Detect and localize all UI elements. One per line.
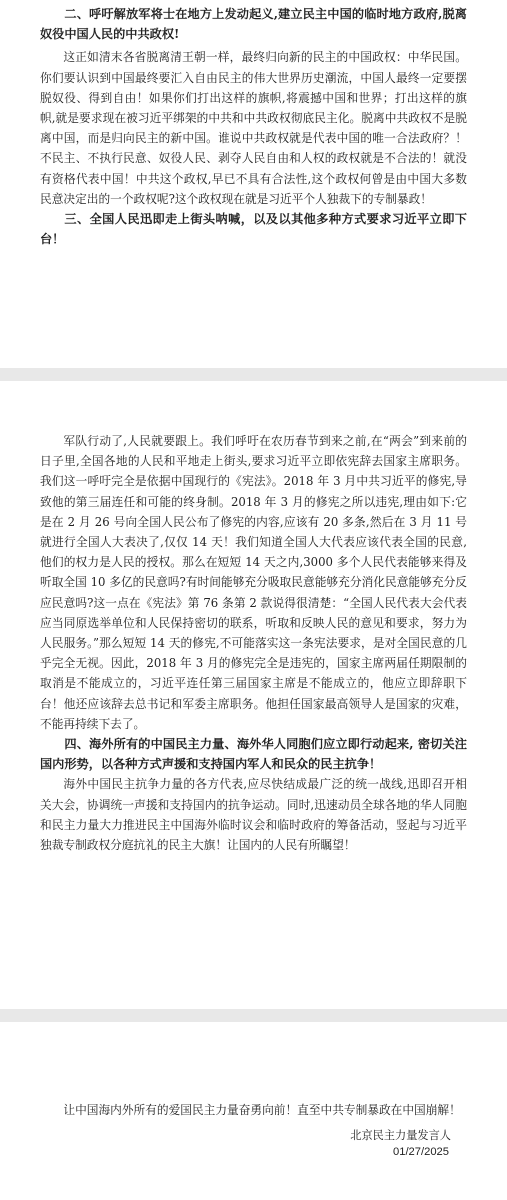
paragraph-secession: 这正如清末各省脱离清王朝一样，最终归向新的民主的中国政权：中华民国。你们要认识到中国最终要汇入自由民主的伟大世界历史潮流，中国人最终一定要摆脱奴役、得到自由！如果你们打出这样的旗帜,将震撼中国和世界；打出这样的旗帜,就是要求现在被习近平绑架的中共和中共政权彻底民主化。脱离中共政权不是脱离中国，而是归向民主的新中国。谁说中共政权就是代表中国的唯一合法政府？！不民主、不执行民意、奴役人民、剥夺人民自由和人权的政权就是不合法的！就没有资格代表中国！中共这个政权,早已不具有合法性,这个政权何曾是由中国大多数民意决定出的一个政权呢?这个政权现在就是习近平个人独裁下的专制暴政！	[40, 50, 467, 206]
date: 01/27/2025	[393, 1146, 449, 1159]
paragraph-constitution: 军队行动了,人民就要跟上。我们呼吁在农历春节到来之前,在“两会”到来前的日子里,全国各地的人民和平地走上街头,要求习近平立即依宪辞去国家主席职务。我们这一呼吁完全是依据中国现行的《宪法》。2018 年 3 月中共习近平的修宪,导致他的第三届连任和可能的终身制。2018 年 3 月的修宪之所以违宪,理由如下:它是在 2 月 26 号向全国人民公布了修宪的内容,应该有 20 多条,然后在 3 月 11 号就进行全国人大表决了,仅仅 14 天！我们知道全国人大代表应该代表全国的民意,他们的权力是人民的授权。那么在短短 14 天之内,3000 多个人民代表能够来得及听取全国 10 多亿的民意吗?有时间能够充分吸取民意能够充分消化民意能够充分反应民意吗?这一点在《宪法》第 76 条第 2 款说得很清楚：“全国人民代表大会代表应当同原选举单位和人民保持密切的联系，听取和反映人民的意见和要求，努力为人民服务。”那么短短 14 天的修宪,不可能落实这一条宪法要求，是对全国民意的几乎完全无视。因此，2018 年 3 月的修宪完全是违宪的，国家主席两届任期限制的取消是不能成立的，习近平连任第三届国家主席是不能成立的，他应立即辞职下台！他还应该辞去总书记和军委主席职务。他担任国家最高领导人是国家的灾难，不能再持续下去了。	[40, 434, 467, 731]
document-page-2	[0, 381, 507, 1009]
section-heading-3: 三、全国人民迅即走上街头呐喊，以及以其他多种方式要求习近平立即下台！	[40, 212, 467, 247]
closing-paragraph: 让中国海内外所有的爱国民主力量奋勇向前！直至中共专制暴政在中国崩解！	[63, 1103, 461, 1117]
signature: 北京民主力量发言人	[350, 1129, 451, 1143]
paragraph-overseas: 海外中国民主抗争力量的各方代表,应尽快结成最广泛的统一战线,迅即召开相关大会，协调统一声援和支持国内的抗争运动。同时,迅速动员全球各地的华人同胞和民主力量大力推进民主中国海外临时议会和临时政府的筹备活动，竖起与习近平独裁专制政权分庭抗礼的民主大旗！让国内的人民有所瞩望！	[40, 777, 467, 853]
document-page-1	[0, 0, 507, 368]
document-page-3	[0, 1022, 507, 1200]
section-heading-2: 二、呼吁解放军将士在地方上发动起义,建立民主中国的临时地方政府,脱离奴役中国人民的中共政权!	[40, 7, 467, 42]
section-heading-4: 四、海外所有的中国民主力量、海外华人同胞们应立即行动起来, 密切关注国内形势，以各种方式声援和支持国内军人和民众的民主抗争！	[40, 737, 467, 772]
